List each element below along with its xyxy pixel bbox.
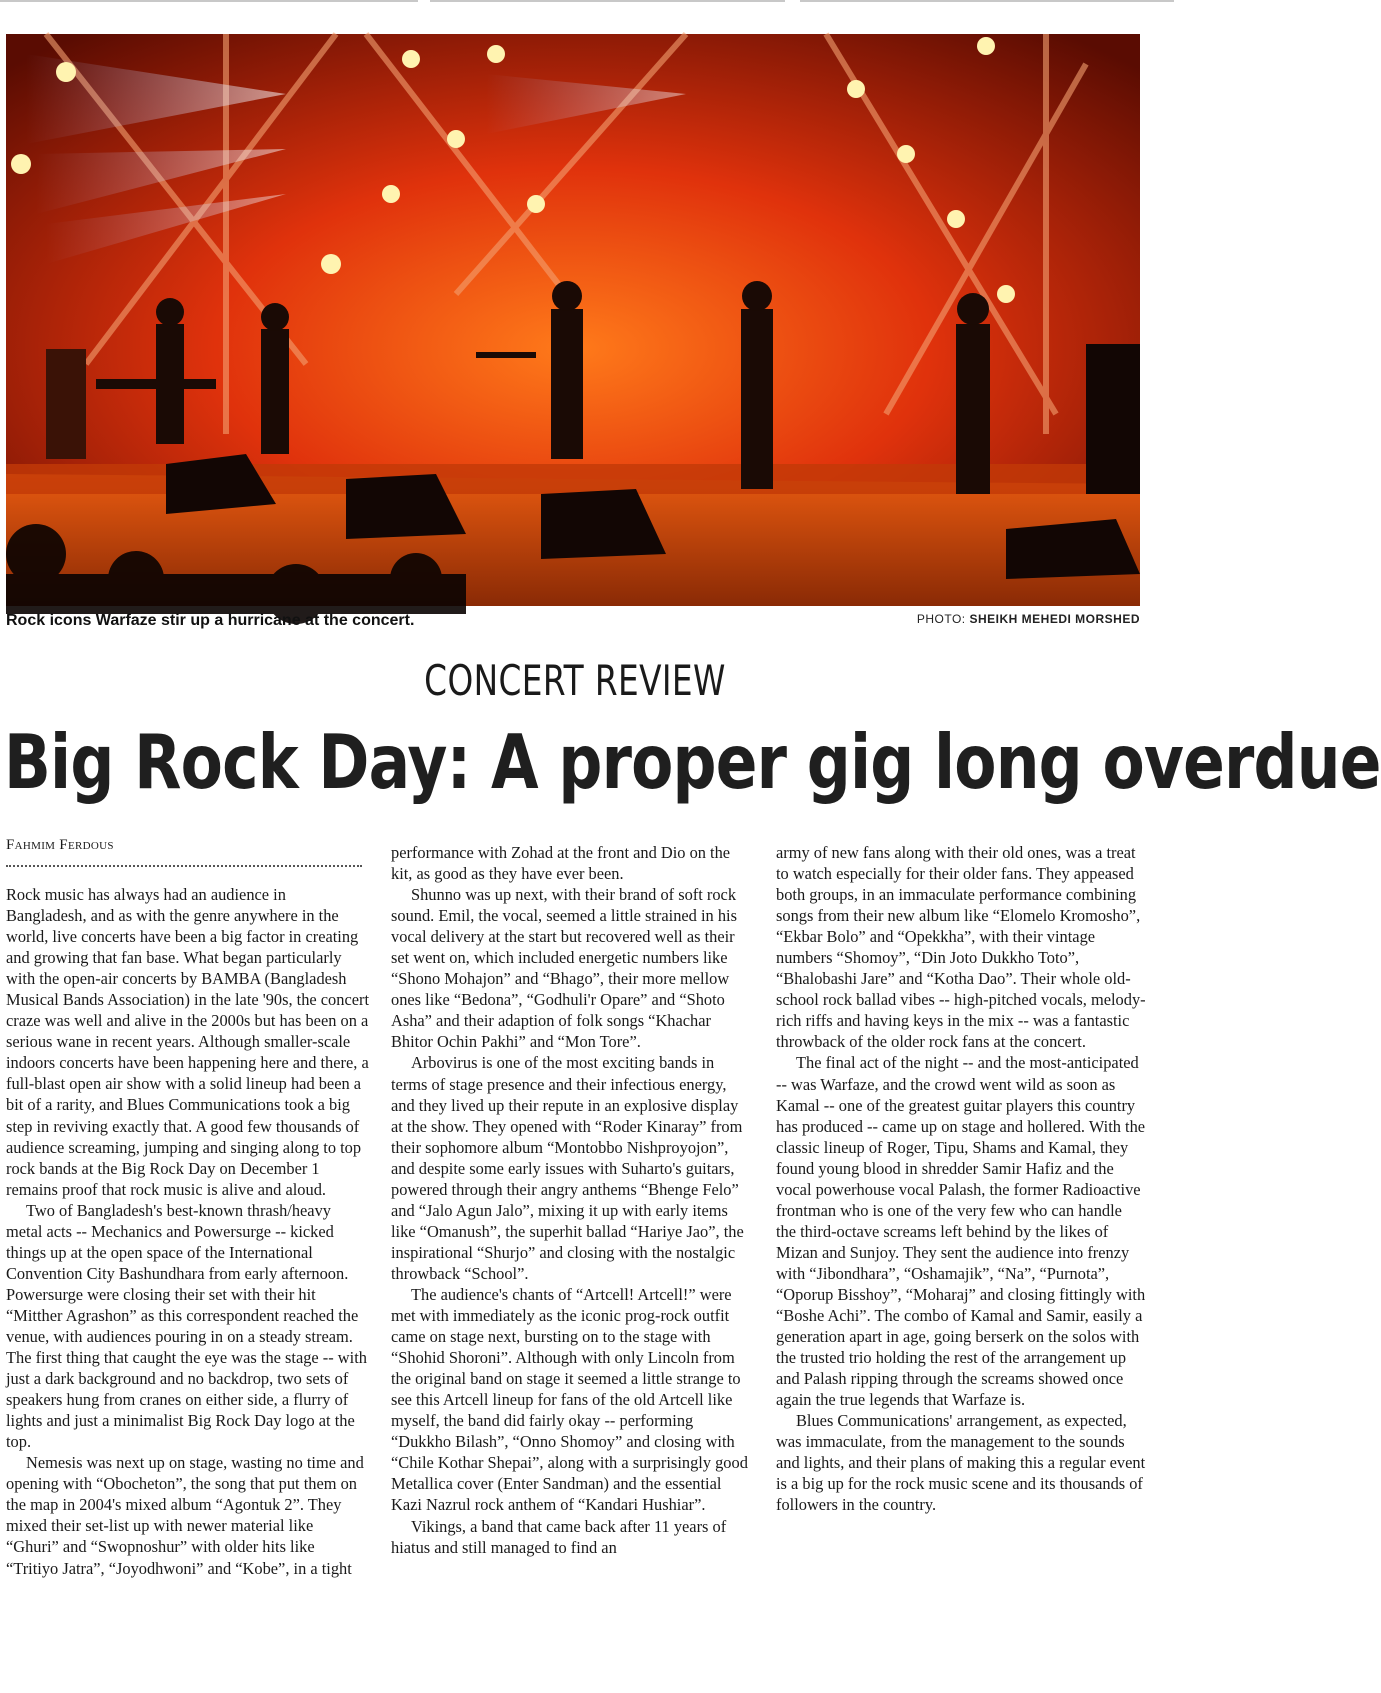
photo-credit-prefix: PHOTO: bbox=[916, 612, 970, 626]
byline-divider bbox=[6, 865, 362, 867]
paragraph: performance with Zohad at the front and Dio on the kit, as good as they have ever been. bbox=[391, 843, 731, 884]
paragraph: The audience's chants of “Artcell! Artcell!” were met with immediately as the iconic prog-rock outfit came on stage next, bursting on to the stage with “Shohid Shoroni”. Although with only Lincoln from the original band on stage it seemed a little strange to see this Artcell lineup for fans of the old Artcell like myself, the band did fairly okay -- performing “Dukkho Bilash”, “Onno Shomoy” and closing with “Chile Kothar Shepai”, along with a surprisingly good Metallica cover (Enter Sandman) and the essential Kazi Nazrul rock anthem of “Kandari Hushiar”. bbox=[391, 1284, 748, 1515]
photo-credit bbox=[917, 612, 1140, 626]
paragraph: army of new fans along with their old ones, was a treat to watch especially for their older fans. They appeased both groups, in an immaculate performance combining songs from their new album like “Elomelo Kromosho”, “Ekbar Bolo” and “Opekkha”, with their vintage numbers “Shomoy”, “Din Joto Dukkho Toto”, “Bhalobashi Jare” and “Kotha Dao”. Their whole old-school rock ballad vibes -- high-pitched vocals, melody-rich riffs and having keys in the mix -- was a fantastic throwback of the older rock fans at the concert. bbox=[776, 843, 1146, 1052]
section-kicker: CONCERT REVIEW bbox=[424, 656, 726, 705]
paragraph: Rock music has always had an audience in Bangladesh, and as with the genre anywhere in the world, live concerts have been a big factor in creating and growing that fan base. What began particularly with the open-air concerts by BAMBA (Bangladesh Musical Bands Association) in the late '90s, the concert craze was well and alive in the 2000s but has been on a serious wane in recent years. Although smaller-scale indoors concerts have been happening here and there, a full-blast open air show with a solid lineup had been a bit of a rarity, and Blues Communications took a big step in reviving exactly that. A good few thousands of audience screaming, jumping and singing along to top rock bands at the Big Rock Day on December 1 remains proof that rock music is alive and aloud. bbox=[6, 885, 370, 1199]
paragraph: Vikings, a band that came back after 11 years of hiatus and still managed to find an bbox=[391, 1516, 727, 1557]
article-column-1 bbox=[6, 884, 370, 1579]
article-column-3 bbox=[776, 842, 1146, 1516]
paragraph: Nemesis was next up on stage, wasting no time and opening with “Obocheton”, the song that put them on the map in 2004's mixed album “Agontuk 2”. They mixed their set-list up with newer material like “Ghuri” and “Swopnoshur” with older hits like “Tritiyo Jatra”, “Joyodhwoni” and “Kobe”, in a tight bbox=[6, 1453, 364, 1578]
paragraph: Arbovirus is one of the most exciting bands in terms of stage presence and their infectious energy, and they lived up their repute in an explosive display at the show. They opened with “Roder Kinaray” from their sophomore album “Montobbo Nishproyojon”, and despite some early issues with Suharto's guitars, powered through their angry anthems “Bhenge Felo” and “Jalo Agun Jalo”, mixing it up with early items like “Omanush”, the superhit ballad “Hariye Jao”, the inspirational “Shurjo” and closing with the nostalgic throwback “School”. bbox=[391, 1053, 744, 1283]
paragraph: Shunno was up next, with their brand of soft rock sound. Emil, the vocal, seemed a little strained in his vocal delivery at the start but recovered well as their set went on, which included energetic numbers like “Shono Mohajon” and “Bhago”, their more mellow ones like “Bedona”, “Godhuli'r Opare” and “Shoto Asha” and their adaption of folk songs “Khachar Bhitor Ochin Pakhi” and “Mon Tore”. bbox=[391, 885, 737, 1052]
author-byline: Fahmim Ferdous bbox=[6, 837, 114, 853]
top-rule-right bbox=[800, 0, 1174, 2]
article-column-2 bbox=[391, 842, 753, 1558]
photo-credit-name: SHEIKH MEHEDI MORSHED bbox=[969, 612, 1140, 626]
concert-photo-illustration bbox=[6, 34, 1140, 606]
photo-caption: Rock icons Warfaze stir up a hurricane at the concert. bbox=[6, 612, 415, 629]
paragraph: Blues Communications' arrangement, as expected, was immaculate, from the management to the sounds and lights, and their plans of making this a regular event is a big up for the rock music scene and its thousands of followers in the country. bbox=[776, 1411, 1146, 1515]
paragraph: The final act of the night -- and the most-anticipated -- was Warfaze, and the crowd went wild as soon as Kamal -- one of the greatest guitar players this country has produced -- came up on stage and hollered. With the classic lineup of Roger, Tipu, Shams and Kamal, they found young blood in shredder Samir Hafiz and the vocal powerhouse vocal Palash, the former Radioactive frontman who is one of the very few who can handle the third-octave screams left behind by the likes of Mizan and Sunjoy. They sent the audience into frenzy with “Jibondhara”, “Oshamajik”, “Na”, “Purnota”, “Oporup Bisshoy”, “Moharaj” and closing fittingly with “Boshe Achi”. The combo of Kamal and Samir, easily a generation apart in age, going berserk on the solos with the trusted trio holding the rest of the arrangement up and Palash ripping through the screams showed once again the true legends that Warfaze is. bbox=[776, 1053, 1146, 1410]
paragraph: Two of Bangladesh's best-known thrash/heavy metal acts -- Mechanics and Powersurge -- kicked things up at the open space of the International Convention City Bashundhara from early afternoon. Powersurge were closing their set with their hit “Mitther Agrashon” as this correspondent reached the venue, with audiences pouring in on a steady stream. The first thing that caught the eye was the stage -- with just a dark background and no backdrop, two sets of speakers hung from cranes on either side, a flurry of lights and just a minimalist Big Rock Day logo at the top. bbox=[6, 1200, 367, 1452]
top-rule-middle bbox=[430, 0, 785, 2]
article-headline: Big Rock Day: A proper gig long overdue bbox=[4, 718, 1381, 806]
concert-stage-photo bbox=[6, 34, 1140, 606]
top-rule-left bbox=[0, 0, 418, 2]
